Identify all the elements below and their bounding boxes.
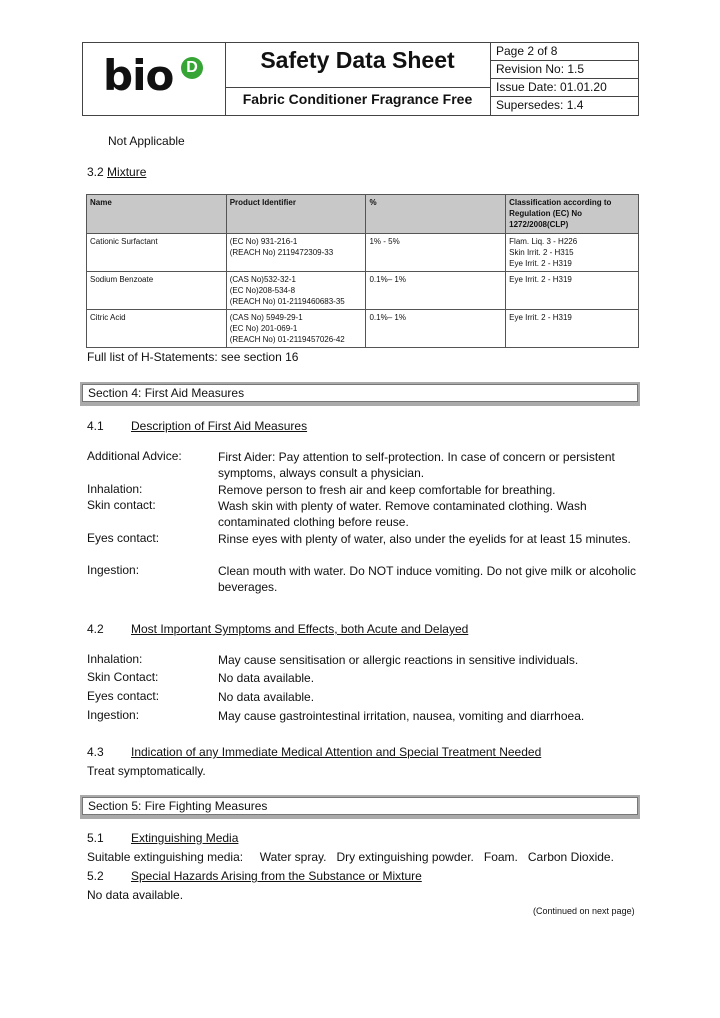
substance-name: Cationic Surfactant xyxy=(87,234,227,272)
substance-name: Sodium Benzoate xyxy=(87,272,227,310)
section-5-title: Section 5: Fire Fighting Measures xyxy=(82,797,638,815)
inhalation-label: Inhalation: xyxy=(87,482,143,496)
title-cell xyxy=(225,43,491,115)
extinguishing-media-text: Suitable extinguishing media: Water spray. Dry extinguishing powder. Foam. Carbon Dioxide. xyxy=(87,850,614,864)
subsection-4-2-num: 4.2 xyxy=(87,622,104,636)
subsection-4-3-num: 4.3 xyxy=(87,745,104,759)
document-header xyxy=(82,42,639,116)
identifier-line: (REACH No) 01-2119457026-42 xyxy=(229,335,345,344)
classification xyxy=(506,310,639,348)
table-row xyxy=(87,234,639,272)
percentage: 0.1%– 1% xyxy=(366,272,506,310)
company-logo: bio xyxy=(103,51,174,100)
identifier-line: (EC No)208-534-8 xyxy=(229,286,296,295)
eyes-contact-value: Rinse eyes with plenty of water, also under the eyelids for at least 15 minutes. xyxy=(218,532,631,546)
advice-value: First Aider: Pay attention to self-protection. In case of concern or persistent symptoms, always consult a physician. xyxy=(218,450,615,480)
symptom-inhalation-value: May cause sensitisation or allergic reactions in sensitive individuals. xyxy=(218,653,579,667)
identifier-line: (REACH No) 01-2119460683-35 xyxy=(229,297,345,306)
percentage: 1% - 5% xyxy=(366,234,506,272)
product-identifier xyxy=(226,272,366,310)
revision-number: Revision No: 1.5 xyxy=(490,61,638,79)
classification-line: Eye Irrit. 2 - H319 xyxy=(509,275,572,284)
meta-cell xyxy=(490,43,638,115)
classification-line: Eye Irrit. 2 - H319 xyxy=(509,259,572,268)
subsection-5-2-title: Special Hazards Arising from the Substance or Mixture xyxy=(131,869,422,883)
product-name: Fabric Conditioner Fragrance Free xyxy=(225,87,490,107)
ingestion-value: Clean mouth with water. Do NOT induce vomiting. Do not give milk or alcoholic beverages. xyxy=(218,564,636,594)
identifier-line: (EC No) 201-069-1 xyxy=(229,324,298,333)
section-5-bar xyxy=(80,795,640,819)
subsection-4-1-title: Description of First Aid Measures xyxy=(131,419,308,433)
identifier-line: (CAS No) 5949-29-1 xyxy=(229,313,303,322)
continued-note: (Continued on next page) xyxy=(533,906,635,916)
subsection-4-3-title: Indication of any Immediate Medical Attention and Special Treatment Needed xyxy=(131,745,542,759)
symptom-skin-label: Skin Contact: xyxy=(87,670,159,684)
percentage: 0.1%– 1% xyxy=(366,310,506,348)
subsection-5-1-title: Extinguishing Media xyxy=(131,831,239,845)
inhalation-value: Remove person to fresh air and keep comfortable for breathing. xyxy=(218,483,556,497)
classification-line: Flam. Liq. 3 - H226 xyxy=(509,237,578,246)
subsection-5-2-text: No data available. xyxy=(87,888,184,902)
table-header-row xyxy=(87,195,639,234)
subsection-4-1-num: 4.1 xyxy=(87,419,104,433)
subsection-5-2-num: 5.2 xyxy=(87,869,104,883)
column-header: Name xyxy=(87,195,227,234)
subsection-4-3-text: Treat symptomatically. xyxy=(87,764,206,778)
h-statements-note: Full list of H-Statements: see section 16 xyxy=(87,350,299,364)
document-title: Safety Data Sheet xyxy=(260,47,455,73)
product-identifier xyxy=(226,234,366,272)
column-header: Classification according to Regulation (EC) No 1272/2008(CLP) xyxy=(506,195,639,234)
mixture-heading-num: 3.2 xyxy=(87,165,104,179)
advice-label: Additional Advice: xyxy=(87,449,182,463)
table-row xyxy=(87,310,639,348)
substance-name: Citric Acid xyxy=(87,310,227,348)
identifier-line: (CAS No)532-32-1 xyxy=(229,275,296,284)
section-4-title: Section 4: First Aid Measures xyxy=(82,384,638,402)
classification-line: Eye Irrit. 2 - H319 xyxy=(509,313,572,322)
logo-cell xyxy=(83,43,226,115)
identifier-line: (REACH No) 2119472309-33 xyxy=(229,248,334,257)
symptom-ingestion-value: May cause gastrointestinal irritation, nausea, vomiting and diarrhoea. xyxy=(218,709,585,723)
skin-contact-value: Wash skin with plenty of water. Remove contaminated clothing. Wash contaminated clothing before reuse. xyxy=(218,499,587,529)
classification xyxy=(506,234,639,272)
ingestion-label: Ingestion: xyxy=(87,563,140,577)
column-header: Product Identifier xyxy=(226,195,366,234)
classification xyxy=(506,272,639,310)
skin-contact-label: Skin contact: xyxy=(87,498,156,512)
page-number: Page 2 of 8 xyxy=(490,43,638,61)
symptom-eyes-label: Eyes contact: xyxy=(87,689,160,703)
supersedes: Supersedes: 1.4 xyxy=(496,98,584,112)
section-4-bar xyxy=(80,382,640,406)
symptom-eyes-value: No data available. xyxy=(218,690,315,704)
logo-mark: D xyxy=(181,57,203,79)
symptom-skin-value: No data available. xyxy=(218,671,315,685)
issue-date: Issue Date: 01.01.20 xyxy=(490,79,638,97)
mixture-heading xyxy=(87,165,146,179)
identifier-line: (EC No) 931-216-1 xyxy=(229,237,298,246)
intro-text: Not Applicable xyxy=(108,134,185,148)
subsection-5-1-num: 5.1 xyxy=(87,831,104,845)
mixture-heading-title: Mixture xyxy=(107,165,147,179)
subsection-4-2-title: Most Important Symptoms and Effects, both Acute and Delayed xyxy=(131,622,469,636)
eyes-contact-label: Eyes contact: xyxy=(87,531,160,545)
product-identifier xyxy=(226,310,366,348)
symptom-inhalation-label: Inhalation: xyxy=(87,652,143,666)
column-header: % xyxy=(366,195,506,234)
mixture-table xyxy=(86,194,639,348)
table-row xyxy=(87,272,639,310)
symptom-ingestion-label: Ingestion: xyxy=(87,708,140,722)
classification-line: Skin Irrit. 2 - H315 xyxy=(509,248,574,257)
